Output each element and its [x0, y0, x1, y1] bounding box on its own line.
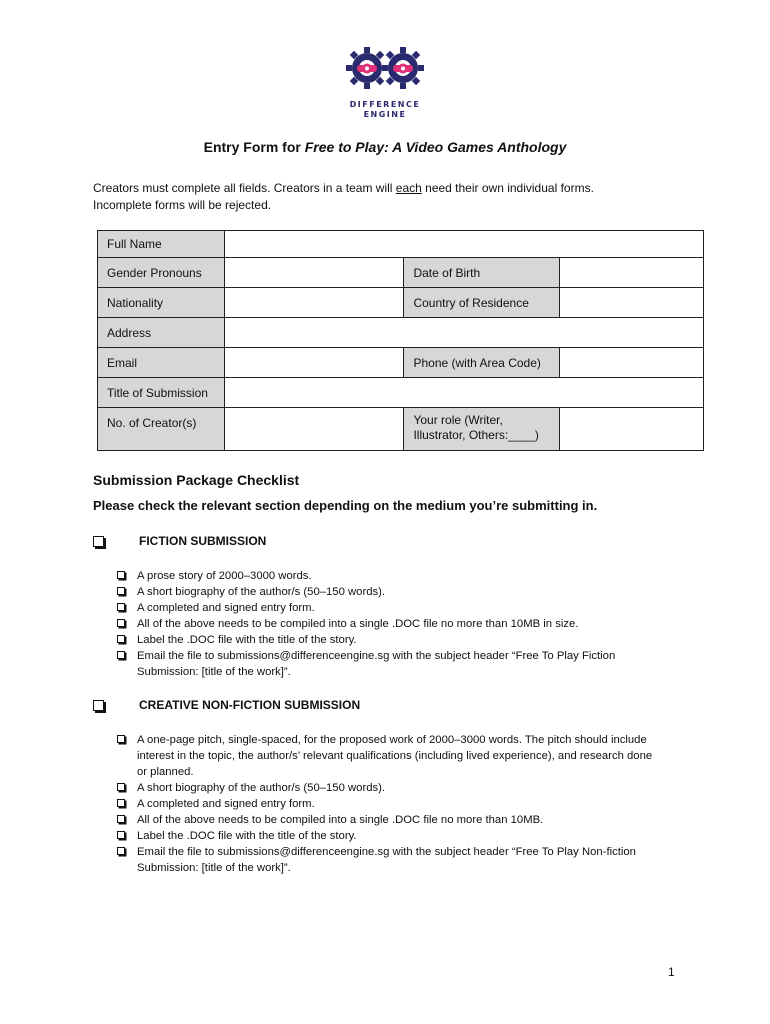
- intro-underlined: each: [395, 181, 422, 195]
- checklist-item-text: Email the file to submissions@differenceengine.sg with the subject header “Free To Play Non-fiction Submission: [title of the work]”.: [137, 846, 636, 874]
- fiction-section-heading: [93, 534, 266, 548]
- checkbox-icon[interactable]: [117, 603, 125, 611]
- fiction-heading-label: FICTION SUBMISSION: [139, 534, 267, 548]
- checklist-item-text: A completed and signed entry form.: [137, 602, 315, 614]
- title-prefix: Entry Form for: [203, 139, 305, 155]
- input-country-of-residence[interactable]: [560, 288, 704, 318]
- input-gender-pronouns[interactable]: [224, 258, 404, 288]
- input-your-role[interactable]: [560, 408, 704, 451]
- checklist-item-text: A one-page pitch, single-spaced, for the proposed work of 2000–3000 words. The pitch should include interest in the topic, the author/s’ relevant qualifications (including lived experience), and research done or planned.: [137, 734, 653, 778]
- label-country-of-residence: Country of Residence: [404, 288, 560, 318]
- nonfiction-heading-label: CREATIVE NON-FICTION SUBMISSION: [139, 698, 361, 712]
- input-address[interactable]: [224, 318, 703, 348]
- row-full-name: [98, 231, 704, 258]
- fiction-checklist: [117, 568, 657, 680]
- checklist-item: [117, 780, 657, 796]
- row-nationality-residence: [98, 288, 704, 318]
- checklist-item: [117, 616, 657, 632]
- nonfiction-section-checkbox[interactable]: [93, 700, 104, 711]
- checklist-item-text: A prose story of 2000–3000 words.: [137, 570, 312, 582]
- intro-line2: Incomplete forms will be rejected.: [93, 198, 272, 212]
- checklist-item-text: All of the above needs to be compiled into a single .DOC file no more than 10MB in size.: [137, 618, 579, 630]
- input-full-name[interactable]: [224, 231, 703, 258]
- input-email[interactable]: [224, 348, 404, 378]
- checkbox-icon[interactable]: [117, 571, 125, 579]
- label-address: Address: [98, 318, 225, 348]
- row-address: [98, 318, 704, 348]
- title-italic: Free to Play: A Video Games Anthology: [304, 139, 567, 155]
- label-gender-pronouns: Gender Pronouns: [98, 258, 225, 288]
- checklist-item-text: A short biography of the author/s (50–150 words).: [137, 586, 386, 598]
- checklist-item: [117, 828, 657, 844]
- checklist-item: [117, 812, 657, 828]
- input-phone[interactable]: [560, 348, 704, 378]
- checklist-item: [117, 796, 657, 812]
- input-title-of-submission[interactable]: [224, 378, 703, 408]
- checklist-subheading: Please check the relevant section depending on the medium you’re submitting in.: [93, 498, 598, 513]
- checklist-item: [117, 568, 657, 584]
- logo-text-line2: ENGINE: [363, 110, 407, 119]
- checkbox-icon[interactable]: [117, 619, 125, 627]
- checkbox-icon[interactable]: [117, 847, 125, 855]
- label-title-of-submission: Title of Submission: [98, 378, 225, 408]
- label-phone: Phone (with Area Code): [404, 348, 560, 378]
- row-gender-dob: [98, 258, 704, 288]
- label-your-role: [404, 408, 560, 451]
- row-title-of-submission: [98, 378, 704, 408]
- checkbox-icon[interactable]: [117, 831, 125, 839]
- checklist-item-text: Label the .DOC file with the title of the story.: [137, 830, 357, 842]
- label-full-name: Full Name: [98, 231, 225, 258]
- label-your-role-line1: Your role (Writer,: [413, 413, 503, 427]
- intro-part1: Creators must complete all fields. Creators in a team will: [93, 181, 396, 195]
- checklist-item: [117, 844, 657, 876]
- checkbox-icon[interactable]: [117, 587, 125, 595]
- input-nationality[interactable]: [224, 288, 404, 318]
- label-email: Email: [98, 348, 225, 378]
- intro-text: [93, 180, 693, 214]
- page-title: [0, 139, 770, 155]
- checklist-item-text: A completed and signed entry form.: [137, 798, 315, 810]
- entry-form-table: [97, 230, 704, 451]
- input-date-of-birth[interactable]: [560, 258, 704, 288]
- fiction-section-checkbox[interactable]: [93, 536, 104, 547]
- checklist-item-text: Email the file to submissions@differenceengine.sg with the subject header “Free To Play Fiction Submission: [title of the work]”.: [137, 650, 616, 678]
- row-email-phone: [98, 348, 704, 378]
- checkbox-icon[interactable]: [117, 799, 125, 807]
- checklist-item: [117, 632, 657, 648]
- checkbox-icon[interactable]: [117, 783, 125, 791]
- checklist-item: [117, 732, 657, 780]
- intro-part2: need their own individual forms.: [421, 181, 594, 195]
- nonfiction-section-heading: [93, 698, 360, 712]
- logo-text-line1: DIFFERENCE: [349, 100, 421, 109]
- label-no-of-creators: No. of Creator(s): [98, 408, 225, 451]
- checklist-item-text: All of the above needs to be compiled into a single .DOC file no more than 10MB.: [137, 814, 544, 826]
- checklist-heading: Submission Package Checklist: [93, 472, 300, 488]
- checklist-item-text: A short biography of the author/s (50–150 words).: [137, 782, 386, 794]
- checklist-item: [117, 600, 657, 616]
- page-number: 1: [668, 965, 675, 979]
- label-nationality: Nationality: [98, 288, 225, 318]
- label-date-of-birth: Date of Birth: [404, 258, 560, 288]
- row-creators-role: [98, 408, 704, 451]
- input-no-of-creators[interactable]: [224, 408, 404, 451]
- label-your-role-line2: Illustrator, Others:____): [413, 428, 539, 442]
- nonfiction-checklist: [117, 732, 657, 876]
- checkbox-icon[interactable]: [117, 735, 125, 743]
- checkbox-icon[interactable]: [117, 815, 125, 823]
- checkbox-icon[interactable]: [117, 651, 125, 659]
- checklist-item: [117, 648, 657, 680]
- checklist-item-text: Label the .DOC file with the title of the story.: [137, 634, 357, 646]
- checkbox-icon[interactable]: [117, 635, 125, 643]
- checklist-item: [117, 584, 657, 600]
